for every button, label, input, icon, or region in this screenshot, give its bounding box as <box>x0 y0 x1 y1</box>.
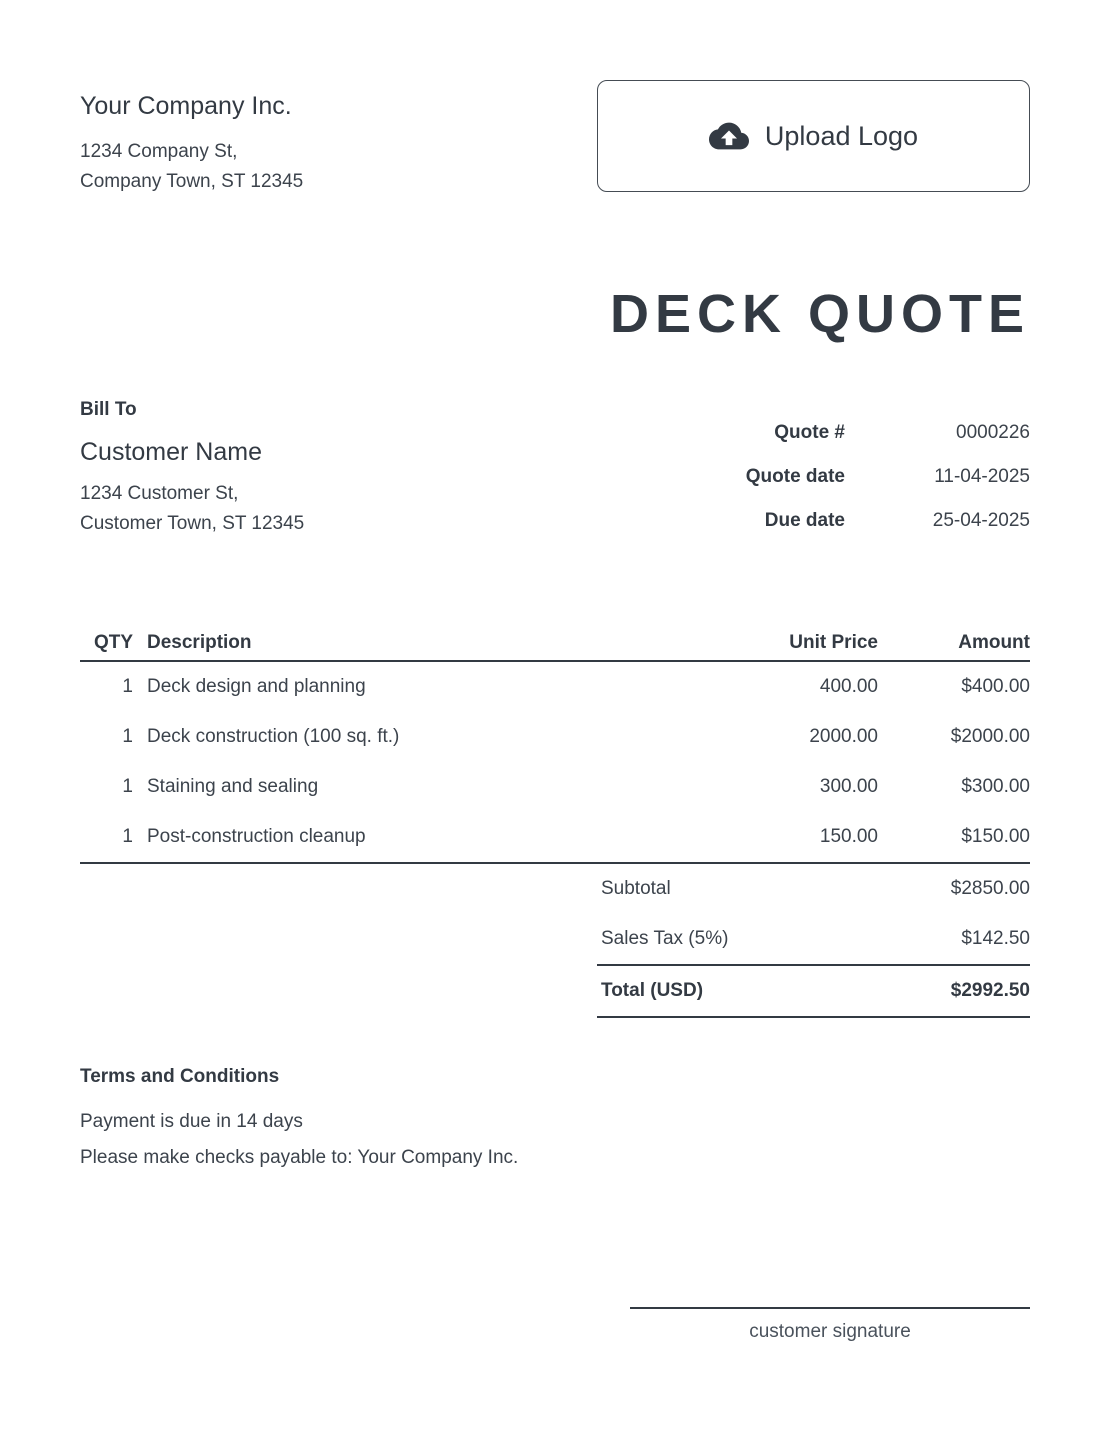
cell-unit-price: 300.00 <box>819 776 878 797</box>
customer-address-line1: 1234 Customer St, <box>80 483 239 504</box>
subtotal-value: $2850.00 <box>950 878 1030 899</box>
company-address-line1: 1234 Company St, <box>80 141 238 162</box>
cell-description: Staining and sealing <box>147 776 319 797</box>
cell-amount: $150.00 <box>961 826 1030 847</box>
cell-qty: 1 <box>122 676 133 697</box>
grand-total-label: Total (USD) <box>601 980 704 1001</box>
meta-label: Quote # <box>774 422 845 443</box>
terms-section <box>0 1066 1110 1176</box>
bill-to-label: Bill To <box>80 399 137 420</box>
cell-description: Deck construction (100 sq. ft.) <box>147 726 400 747</box>
meta-row <box>605 455 1030 499</box>
meta-value: 25-04-2025 <box>932 510 1030 531</box>
subtotal-label: Subtotal <box>601 878 671 899</box>
sales-tax-row <box>597 914 1030 964</box>
meta-label: Due date <box>764 510 845 531</box>
meta-label: Quote date <box>745 466 845 487</box>
meta-value: 11-04-2025 <box>934 466 1030 487</box>
cell-qty: 1 <box>122 826 133 847</box>
customer-name: Customer Name <box>80 438 262 466</box>
cell-amount: $400.00 <box>961 676 1030 697</box>
upload-logo-label: Upload Logo <box>764 120 919 151</box>
table-header-row <box>80 626 1030 662</box>
bill-to-block <box>80 399 304 543</box>
upload-logo-button[interactable] <box>597 80 1030 192</box>
header-description: Description <box>147 632 252 653</box>
company-block <box>80 80 303 197</box>
document-header <box>0 0 1110 197</box>
grand-total-value: $2992.50 <box>950 980 1030 1001</box>
cell-amount: $300.00 <box>961 776 1030 797</box>
cell-unit-price: 150.00 <box>819 826 878 847</box>
signature-line <box>630 1307 1030 1309</box>
cell-qty: 1 <box>122 776 133 797</box>
header-amount: Amount <box>958 632 1030 653</box>
terms-line-2: Please make checks payable to: Your Company Inc. <box>80 1147 519 1168</box>
meta-row <box>605 411 1030 455</box>
table-row <box>80 762 1030 812</box>
quote-meta-block <box>605 411 1030 543</box>
grand-total-row <box>597 966 1030 1016</box>
cell-amount: $2000.00 <box>950 726 1030 747</box>
cell-unit-price: 400.00 <box>819 676 878 697</box>
table-row <box>80 712 1030 762</box>
sales-tax-label: Sales Tax (5%) <box>601 928 729 949</box>
cell-qty: 1 <box>122 726 133 747</box>
line-items-table <box>80 626 1030 864</box>
title-section <box>0 284 1110 344</box>
terms-line-1: Payment is due in 14 days <box>80 1111 303 1132</box>
terms-heading: Terms and Conditions <box>80 1066 280 1087</box>
sales-tax-value: $142.50 <box>961 928 1030 949</box>
cell-description: Post-construction cleanup <box>147 826 366 847</box>
cell-unit-price: 2000.00 <box>809 726 878 747</box>
header-unit-price: Unit Price <box>789 632 878 653</box>
table-body <box>80 662 1030 864</box>
total-divider-bottom <box>597 1016 1030 1018</box>
meta-value: 0000226 <box>956 422 1030 443</box>
subtotal-row <box>597 864 1030 914</box>
cloud-upload-icon <box>709 116 749 156</box>
info-section <box>0 399 1110 543</box>
header-qty: QTY <box>93 632 133 653</box>
signature-label: customer signature <box>749 1321 911 1342</box>
customer-address-line2: Customer Town, ST 12345 <box>80 513 305 534</box>
totals-block <box>597 864 1030 1018</box>
page-title: DECK QUOTE <box>609 284 1030 344</box>
table-row <box>80 662 1030 712</box>
meta-row <box>605 499 1030 543</box>
cell-description: Deck design and planning <box>147 676 366 697</box>
signature-block <box>630 1307 1030 1343</box>
company-name: Your Company Inc. <box>80 92 292 120</box>
company-address-line2: Company Town, ST 12345 <box>80 171 304 192</box>
table-row <box>80 812 1030 862</box>
